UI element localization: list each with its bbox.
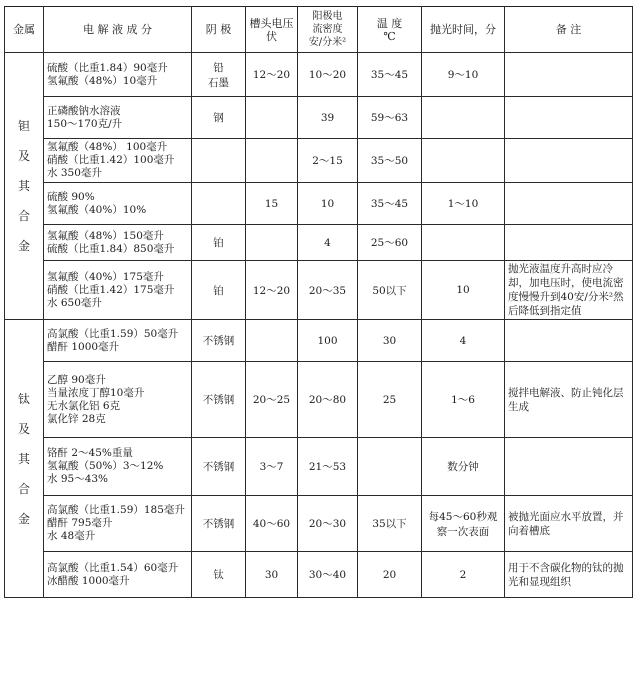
remarks-cell: 用于不含碳化物的钛的抛光和显现组织 [505,552,633,598]
current-density-cell: 10 [298,183,358,225]
table-row [5,438,633,496]
table-row [5,97,633,139]
cathode-cell: 不锈钢 [192,320,246,362]
time-cell: 1～10 [422,183,505,225]
remarks-cell [505,225,633,261]
remarks-cell: 抛光液温度升高时应冷却，加电压时，使电流密度慢慢升到40安/分米²然后降低到指定值 [505,261,633,320]
metal-char: 合 [17,209,30,223]
electrolyte-cell: 氢氟酸（48%） 100毫升 硝酸（比重1.42）100毫升 水 350毫升 [44,139,192,183]
remarks-cell: 被抛光面应水平放置，并向着槽底 [505,496,633,552]
remarks-cell [505,183,633,225]
temperature-cell: 59～63 [358,97,422,139]
metal-char: 金 [17,239,30,253]
header-current-density: 阳极电 流密度 安/分米² [298,7,358,53]
temperature-cell [358,438,422,496]
time-cell [422,139,505,183]
time-cell [422,97,505,139]
voltage-cell: 12～20 [246,261,298,320]
temperature-cell: 20 [358,552,422,598]
voltage-cell: 20～25 [246,362,298,438]
table-row [5,139,633,183]
temperature-cell: 50以下 [358,261,422,320]
electropolishing-table [4,6,633,598]
current-density-cell: 20～35 [298,261,358,320]
voltage-cell: 3～7 [246,438,298,496]
voltage-cell [246,320,298,362]
voltage-cell [246,225,298,261]
metal-char: 钽 [17,119,30,133]
metal-char: 其 [17,179,30,193]
time-cell: 每45～60秒观察一次表面 [422,496,505,552]
electrolyte-cell: 硫酸（比重1.84）90毫升 氢氟酸（48%）10毫升 [44,53,192,97]
voltage-cell [246,139,298,183]
electrolyte-cell: 高氯酸（比重1.59）185毫升 醋酐 795毫升 水 48毫升 [44,496,192,552]
temperature-cell: 35以下 [358,496,422,552]
time-cell [422,225,505,261]
time-cell: 1～6 [422,362,505,438]
metal-char: 其 [17,451,30,466]
metal-char: 合 [17,481,30,496]
table-row [5,552,633,598]
cathode-cell: 不锈钢 [192,496,246,552]
voltage-cell: 30 [246,552,298,598]
metal-char: 钛 [17,391,30,406]
temperature-cell: 25 [358,362,422,438]
electrolyte-cell: 高氯酸（比重1.54）60毫升 冰醋酸 1000毫升 [44,552,192,598]
cathode-cell: 铅 石墨 [192,53,246,97]
header-cathode: 阴 极 [192,7,246,53]
table-row [5,261,633,320]
voltage-cell: 15 [246,183,298,225]
metal-char: 及 [17,149,30,163]
metal-group-cell [5,320,44,598]
current-density-cell: 20～30 [298,496,358,552]
table-body [5,53,633,598]
cathode-cell [192,183,246,225]
voltage-cell: 40～60 [246,496,298,552]
temperature-cell: 35～45 [358,53,422,97]
temperature-cell: 35～50 [358,139,422,183]
table-row [5,362,633,438]
voltage-cell: 12～20 [246,53,298,97]
header-voltage: 槽头电压 伏 [246,7,298,53]
table-row [5,320,633,362]
cathode-cell: 钛 [192,552,246,598]
remarks-cell [505,139,633,183]
current-density-cell: 20～80 [298,362,358,438]
header-time: 抛光时间，分 [422,7,505,53]
table-row [5,183,633,225]
electrolyte-cell: 乙醇 90毫升 当量浓度丁醇10毫升 无水氯化铝 6克 氯化锌 28克 [44,362,192,438]
current-density-cell: 10～20 [298,53,358,97]
current-density-cell: 39 [298,97,358,139]
temperature-cell: 25～60 [358,225,422,261]
current-density-cell: 21～53 [298,438,358,496]
electrolyte-cell: 高氯酸（比重1.59）50毫升 醋酐 1000毫升 [44,320,192,362]
current-density-cell: 100 [298,320,358,362]
current-density-cell: 30～40 [298,552,358,598]
time-cell: 10 [422,261,505,320]
cathode-cell [192,139,246,183]
header-remarks: 备 注 [505,7,633,53]
table-row [5,496,633,552]
cathode-cell: 不锈钢 [192,362,246,438]
cathode-cell: 铂 [192,261,246,320]
table-row [5,225,633,261]
electrolyte-cell: 氢氟酸（40%）175毫升 硝酸（比重1.42）175毫升 水 650毫升 [44,261,192,320]
time-cell: 数分钟 [422,438,505,496]
metal-char: 及 [17,421,30,436]
table-row [5,53,633,97]
cathode-cell: 钢 [192,97,246,139]
remarks-cell [505,320,633,362]
time-cell: 2 [422,552,505,598]
header-temperature: 温 度 ℃ [358,7,422,53]
time-cell: 4 [422,320,505,362]
voltage-cell [246,97,298,139]
electrolyte-cell: 氢氟酸（48%）150毫升 硫酸（比重1.84）850毫升 [44,225,192,261]
electrolyte-cell: 正磷酸钠水溶液 150～170克/升 [44,97,192,139]
remarks-cell: 搅拌电解液、防止钝化层生成 [505,362,633,438]
metal-char: 金 [17,511,30,526]
remarks-cell [505,438,633,496]
current-density-cell: 2～15 [298,139,358,183]
time-cell: 9～10 [422,53,505,97]
current-density-cell: 4 [298,225,358,261]
header-metal: 金属 [5,7,44,53]
electrolyte-cell: 硫酸 90% 氢氟酸（40%）10% [44,183,192,225]
remarks-cell [505,53,633,97]
temperature-cell: 35～45 [358,183,422,225]
metal-group-cell [5,53,44,320]
remarks-cell [505,97,633,139]
cathode-cell: 不锈钢 [192,438,246,496]
temperature-cell: 30 [358,320,422,362]
header-electrolyte: 电 解 液 成 分 [44,7,192,53]
cathode-cell: 铂 [192,225,246,261]
electrolyte-cell: 铬酐 2～45%重量 氢氟酸（50%）3～12% 水 95～43% [44,438,192,496]
